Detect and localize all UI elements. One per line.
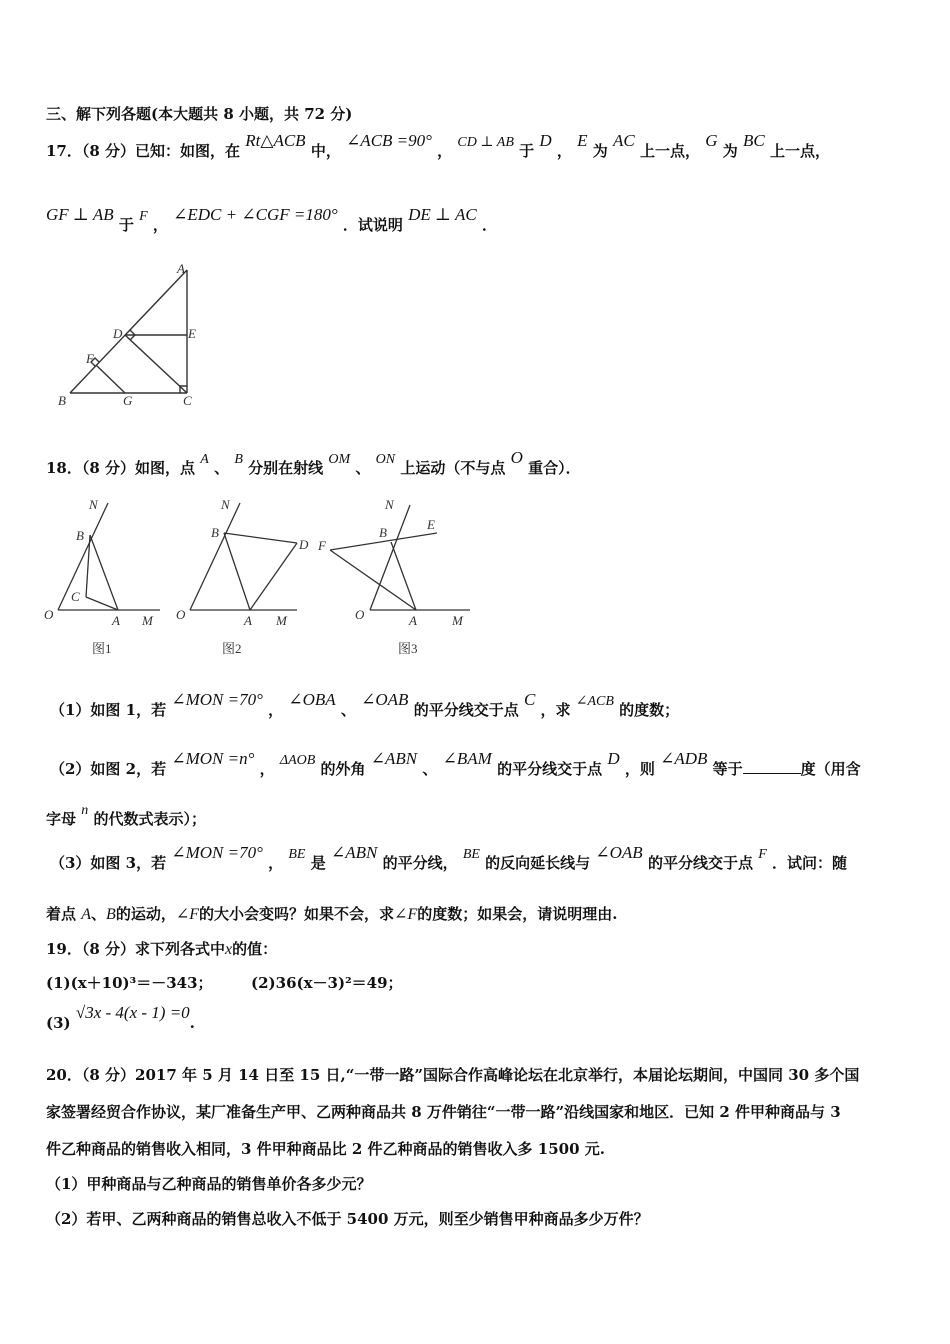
segment-bd bbox=[224, 533, 297, 543]
math-cd-perp-ab: CD ⊥ AB bbox=[457, 135, 514, 150]
answer-blank[interactable] bbox=[743, 759, 801, 774]
q19-eq1: (1)(x＋10)³＝－343； bbox=[46, 974, 213, 992]
q18-figure-2 bbox=[172, 495, 322, 660]
svg-text:F: F bbox=[318, 538, 326, 553]
math-ray-on: ON bbox=[375, 452, 396, 467]
svg-text:C: C bbox=[71, 589, 80, 604]
math-de-perp-ac: DE ⊥ AC bbox=[408, 205, 477, 224]
ray-on bbox=[58, 503, 108, 610]
q19-line-3: (3) √3x - 4(x - 1) =0. bbox=[46, 1003, 195, 1032]
svg-text:M: M bbox=[276, 613, 287, 628]
segment-ab bbox=[90, 535, 118, 610]
math-gf-perp-ab: GF ⊥ AB bbox=[46, 205, 114, 224]
math-ray-om: OM bbox=[328, 452, 351, 467]
svg-text:N: N bbox=[385, 497, 394, 512]
svg-text:A: A bbox=[244, 613, 252, 628]
svg-text:B: B bbox=[379, 525, 387, 540]
math-segment-bc: BC bbox=[743, 131, 765, 150]
label-c: C bbox=[183, 393, 192, 408]
q20-line-1: 20．（8 分）2017 年 5 月 14 日至 15 日,“一带一路”国际合作高峰论坛在北京举行，本届论坛期间，中国同 30 多个国 bbox=[46, 1066, 860, 1084]
figure-caption: 图3 bbox=[398, 641, 418, 656]
q17-line-1: 17．（8 分）已知：如图，在 Rt△ACB 中， ∠ACB =90° ， CD ⊥ AB 于 D ， E 为 AC 上一点， G 为 BC 上一点， bbox=[46, 131, 830, 160]
q18-figure-3 bbox=[315, 495, 485, 660]
math-point-f: F bbox=[139, 209, 148, 224]
label-e: E bbox=[188, 326, 196, 341]
math-point-d: D bbox=[539, 131, 552, 150]
math-point-g: G bbox=[705, 131, 718, 150]
math-angle-sum: ∠EDC + ∠CGF =180° bbox=[173, 205, 338, 224]
svg-text:M: M bbox=[452, 613, 463, 628]
q20-sub-2: （2）若甲、乙两种商品的销售总收入不低于 5400 万元，则至少销售甲种商品多少万件？ bbox=[46, 1210, 649, 1228]
q18-part-3: （3）如图 3，若 ∠MON =70° ， BE 是 ∠ABN 的平分线， BE 的反向延长线与 ∠OAB 的平分线交于点 F ．试问：随 bbox=[50, 843, 847, 872]
label-b: B bbox=[58, 393, 66, 408]
svg-text:M: M bbox=[142, 613, 153, 628]
segment-ab bbox=[70, 270, 187, 393]
q20-sub-1: （1）甲种商品与乙种商品的销售单价各多少元？ bbox=[46, 1175, 372, 1193]
q17-figure bbox=[50, 260, 210, 410]
label-g: G bbox=[123, 393, 133, 408]
ray-on bbox=[370, 505, 410, 610]
svg-text:N: N bbox=[221, 497, 230, 512]
segment-ab bbox=[224, 533, 250, 610]
label-f: F bbox=[86, 351, 94, 366]
segment-gf bbox=[96, 365, 125, 393]
q18-part-1: （1）如图 1，若 ∠MON =70° ， ∠OBA 、 ∠OAB 的平分线交于点 C ，求 ∠ACB 的度数； bbox=[50, 690, 680, 719]
q20-line-2: 家签署经贸合作协议，某厂准备生产甲、乙两种商品共 8 万件销往“一带一路”沿线国家和地区．已知 2 件甲种商品与 3 bbox=[46, 1103, 841, 1121]
svg-text:A: A bbox=[112, 613, 120, 628]
segment-ab bbox=[391, 542, 416, 610]
segment-ad bbox=[250, 543, 297, 610]
q18-number: 18．（8 分）如图，点 bbox=[46, 459, 196, 477]
q18-part-2: （2）如图 2，若 ∠MON =n° ， ΔAOB 的外角 ∠ABN 、 ∠BAM 的平分线交于点 D ，则 ∠ADB 等于 度（用含 bbox=[50, 749, 861, 778]
figure-caption: 图2 bbox=[222, 641, 242, 656]
svg-text:A: A bbox=[409, 613, 417, 628]
math-angle-acb-90: ∠ACB =90° bbox=[346, 131, 432, 150]
svg-text:O: O bbox=[176, 607, 186, 622]
q19-line-1: 19．（8 分）求下列各式中x的值： bbox=[46, 940, 278, 958]
q18-line-1: 18．（8 分）如图，点 A 、 B 分别在射线 OM 、 ON 上运动（不与点 O 重合）． bbox=[46, 448, 581, 477]
figure-caption: 图1 bbox=[92, 641, 112, 656]
q19-line-2 bbox=[46, 972, 403, 993]
segment-cd bbox=[125, 335, 187, 393]
q18-part-3-cont: 着点 A、B的运动，∠F的大小会变吗？如果不会，求∠F的度数；如果会，请说明理由. bbox=[46, 905, 618, 923]
math-point-e: E bbox=[577, 131, 588, 150]
svg-text:O: O bbox=[355, 607, 365, 622]
q19-eq3: √3x - 4(x - 1) =0 bbox=[75, 1003, 190, 1022]
q17-line-2: GF ⊥ AB 于 F ， ∠EDC + ∠CGF =180° ．试说明 DE ⊥ AC ． bbox=[46, 205, 497, 234]
svg-text:B: B bbox=[211, 525, 219, 540]
svg-text:N: N bbox=[89, 497, 98, 512]
label-a: A bbox=[177, 261, 185, 276]
svg-text:O: O bbox=[44, 607, 54, 622]
section-title: 三、解下列各题(本大题共 8 小题，共 72 分) bbox=[46, 105, 353, 123]
svg-text:B: B bbox=[76, 528, 84, 543]
svg-text:D: D bbox=[299, 537, 309, 552]
math-rt-triangle: Rt△ACB bbox=[245, 131, 306, 150]
q17-number: 17．（8 分）已知：如图，在 bbox=[46, 142, 241, 160]
q18-figure-1 bbox=[40, 495, 170, 660]
q20-line-3: 件乙种商品的销售收入相同，3 件甲种商品比 2 件乙种商品的销售收入多 1500 元. bbox=[46, 1140, 605, 1158]
q19-eq2: (2)36(x－3)²＝49； bbox=[251, 974, 403, 992]
svg-text:E: E bbox=[427, 517, 435, 532]
label-d: D bbox=[113, 326, 123, 341]
q19-number: 19．（8 分）求下列各式中 bbox=[46, 940, 226, 958]
q18-part-2-cont: 字母 n 的代数式表示）； bbox=[46, 803, 206, 828]
math-segment-ac: AC bbox=[613, 131, 635, 150]
